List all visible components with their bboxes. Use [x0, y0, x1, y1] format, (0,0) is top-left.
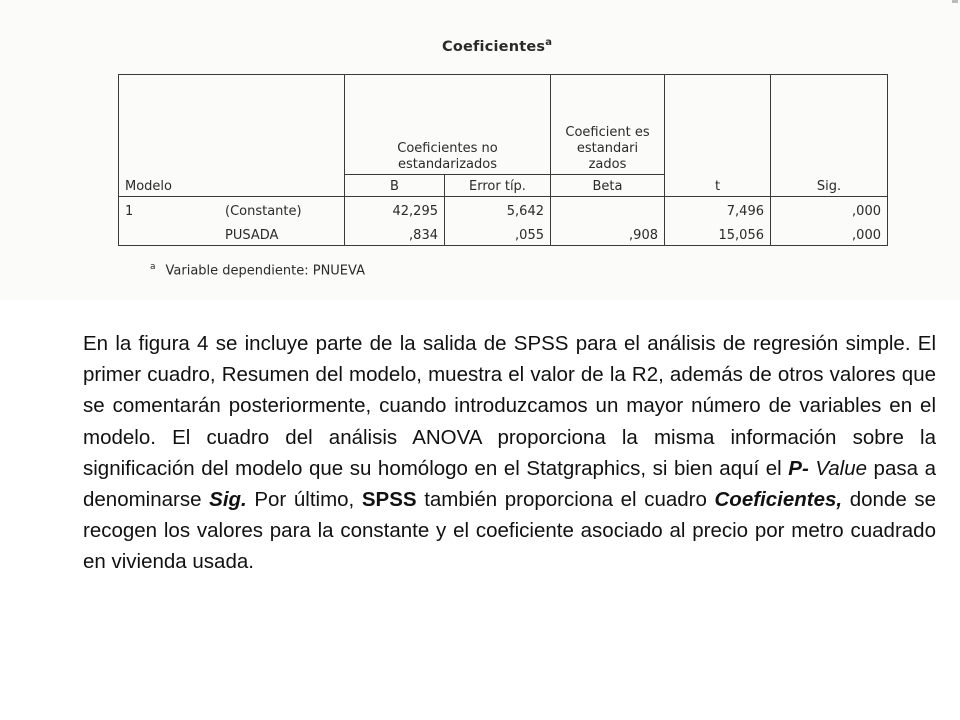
- header-modelo: Modelo: [119, 75, 345, 197]
- p-value-italic: Value: [808, 456, 867, 480]
- p-value-bold: P-: [788, 456, 809, 480]
- cell-sig: ,000: [771, 197, 888, 222]
- table-footnote: $^a$ Variable dependiente: PNUEVA: [150, 262, 365, 279]
- header-error: Error típ.: [445, 175, 551, 197]
- row-label-cell: 1 (Constante): [119, 197, 345, 222]
- row-label-cell: PUSADA: [119, 221, 345, 246]
- table-row: [119, 221, 888, 246]
- header-t: t: [665, 75, 771, 197]
- sig-term: Sig.: [209, 488, 247, 512]
- header-coef-no-std: Coeficientes no estandarizados: [345, 75, 551, 175]
- table-row: [119, 197, 888, 222]
- body-paragraph: En la figura 4 se incluye parte de la salida de SPSS para el análisis de regresión simple. El primer cuadro, Resumen del modelo, muestra el valor de la R2, además de otros valores que se comentarán posteriormente, cuando introduzcamos un mayor número de variables en el modelo. El cuadro del análisis ANOVA proporciona la misma información sobre la significación del modelo que su homólogo en el Statgraphics, si bien aquí el P- Value pasa a denominarse Sig. Por último, SPSS también proporciona el cuadro Coeficientes, donde se recogen los valores para la constante y el coeficiente asociado al precio por metro cuadrado en vivienda usada.: [83, 332, 936, 574]
- scan-artifact: [952, 0, 958, 3]
- header-sig: Sig.: [771, 75, 888, 197]
- cell-beta: ,908: [551, 221, 665, 246]
- coefficients-table: [118, 74, 888, 246]
- header-b: B: [345, 175, 445, 197]
- header-beta: Beta: [551, 175, 665, 197]
- cell-b: 42,295: [345, 197, 445, 222]
- cell-t: 7,496: [665, 197, 771, 222]
- cell-b: ,834: [345, 221, 445, 246]
- cell-error: ,055: [445, 221, 551, 246]
- spss-term: SPSS: [361, 488, 417, 512]
- cell-beta: [551, 197, 665, 222]
- cell-sig: ,000: [771, 221, 888, 246]
- table-header-row: [119, 75, 888, 175]
- table-title: Coeficientes$^a$: [442, 37, 553, 55]
- coeficientes-term: Coeficientes,: [714, 488, 843, 512]
- cell-error: 5,642: [445, 197, 551, 222]
- cell-t: 15,056: [665, 221, 771, 246]
- header-coef-std: Coeficient es estandari zados: [551, 75, 665, 175]
